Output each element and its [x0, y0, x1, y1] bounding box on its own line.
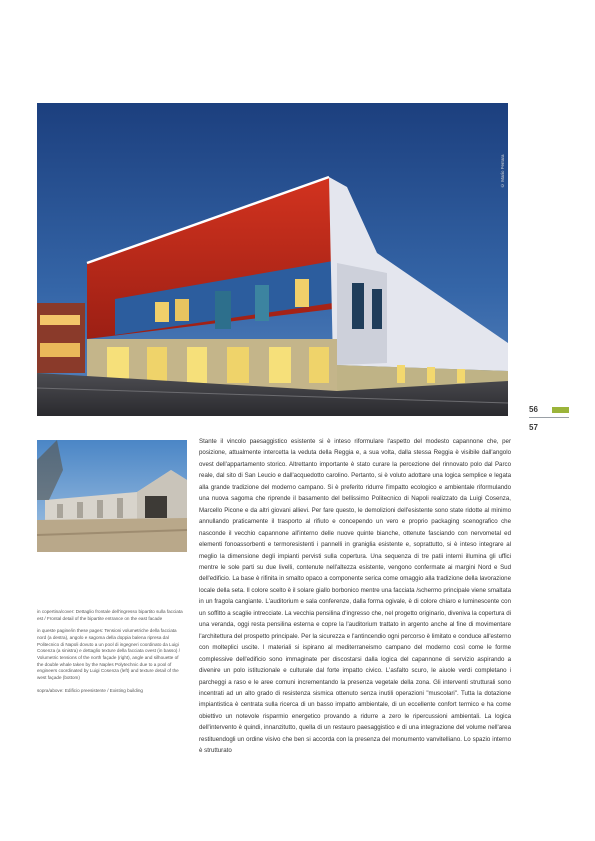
page-accent-bar [552, 407, 569, 413]
caption-cover: in copertina/cover: Dettaglio frontale dell'ingresso bipartito sulla facciata est / Frontal detail of the bipartite entrance on the east facade [37, 609, 183, 621]
article-body: Stante il vincolo paesaggistico esistente si è inteso riformulare l'aspetto del modesto capannone che, per posizione, attualmente intercetta la veduta della Reggia e, a sua volta, dalla stessa Reggia è visibile dall'angolo ovest dell'appartamento storico. Altrettanto importante è stato curare la percezione del rinnovato polo dal Parco reale, dal sito di San Leucio e dall'acquedotto carolino. Pertanto, si è voluto adottare una logica semplice e legata alla grande tradizione del moderno campano. Si è preferito ridurre l'impatto ecologico e ambientale riformulando una nuova sagoma che riprende il basamento del bellissimo Politecnico di Napoli realizzato da Luigi Cosenza, Marcello Picone e da altri giovani allievi. Per fare questo, le demolizioni dell'esistente sono state ridotte al minimo annullando praticamente il trasporto al rifiuto e concependo un vero e proprio packaging scenografico che nasconde il vecchio capannone all'interno delle nuove quinte bianche, ottenute fasciando con nervometal ed elementi fonoassorbenti e termoresistenti i pannelli in graniglia esistente e, soprattutto, si è inteso integrare al meglio la dimensione degli impianti pervisti sulla copertura. Una sequenza di tre patii interni illumina gli uffici mentre le sole parti su due livelli, contenute nell'altezza esistente, vengono confermate ai margini Nord e Sud dell'edificio. La base è rifinita in smalto opaco a componente serica come omaggio alla tradizione della lavorazione locale della seta. Il colore scelto è il solare giallo borbonico mentre una facciata /schermo principale viene smaltata in un fragola cangiante. L'auditorium e sala conferenze, dalla forma ogivale, è di colore chiaro e luminescente con un soffitto a scaglie intrecciate. La vecchia pensilina d'ingresso che, nel progetto originario, diveniva la copertura di una veranda, oggi resta pensilina esterna e copre la l'auditorium trattato in argento anche al fine di movimentare l'architettura del prospetto principale. Per la sicurezza e l'antincendio ogni percorso è limitato e conduce all'esterno con molteplici uscite. I materiali si ispirano al mediterraneismo campano del moderno così come le forme complessive dell'edificio sono immaginate per discostarsi dalla logica del capannone di servizio aspirando a divenire un polo istituzionale e culturale dal forte impatto civico. L'asfalto scuro, le aiuole verdi completano i parcheggi a raso e le aree comuni incrementando la presenza vegetale della zona. Gli interventi strutturali sono incentrati ad un alto grado di resistenza sismica ottenuto senza inutili operazioni "muscolari". Tutta la dotazione impiantistica è centrata sulla ricerca di un basso impatto ambientale, di un eccellente confort termico e ha come obiettivo un notevole risparmio energetico provando a ridurre a zero le ripercussioni ambientali. La logica dell'intervento è quindi, innanzitutto, quella di un restauro paesaggistico e di una integrazione del volume nell'area restituendogli un ordine visivo che ben si accorda con la presenza del monumento vanvitelliano. Lo spazio interno è strutturato [199, 438, 511, 755]
existing-building-photo [37, 440, 187, 552]
photo-credit: © Mario Ferrara [500, 154, 505, 188]
main-photo [37, 103, 508, 416]
caption-above: sopra/above: Edificio preesistente / Existing building [37, 687, 143, 693]
page-number-current: 56 [529, 405, 538, 414]
page-number-next: 57 [529, 423, 538, 432]
page-number-divider [529, 417, 569, 418]
captions [37, 609, 185, 700]
caption-these-pages: in queste pagine/in these pages: Tensioni volumetriche della facciata nord (a destra), angolo e sagoma della doppia balena ripresa dal Politecnico di Napoli dovuto a un pool di ingegneri coordinato da Luigi Cosenza (a sinistra) e dettaglio texture della facciata ovest (in basso) / Volumetric tensions of the north façade (right), angle and silhouette of the double whale taken by the Naples Polytechnic due to a pool of engineers coordinated by Luigi Cosenza (left) and texture detail of the west façade (bottom) [37, 628, 180, 680]
